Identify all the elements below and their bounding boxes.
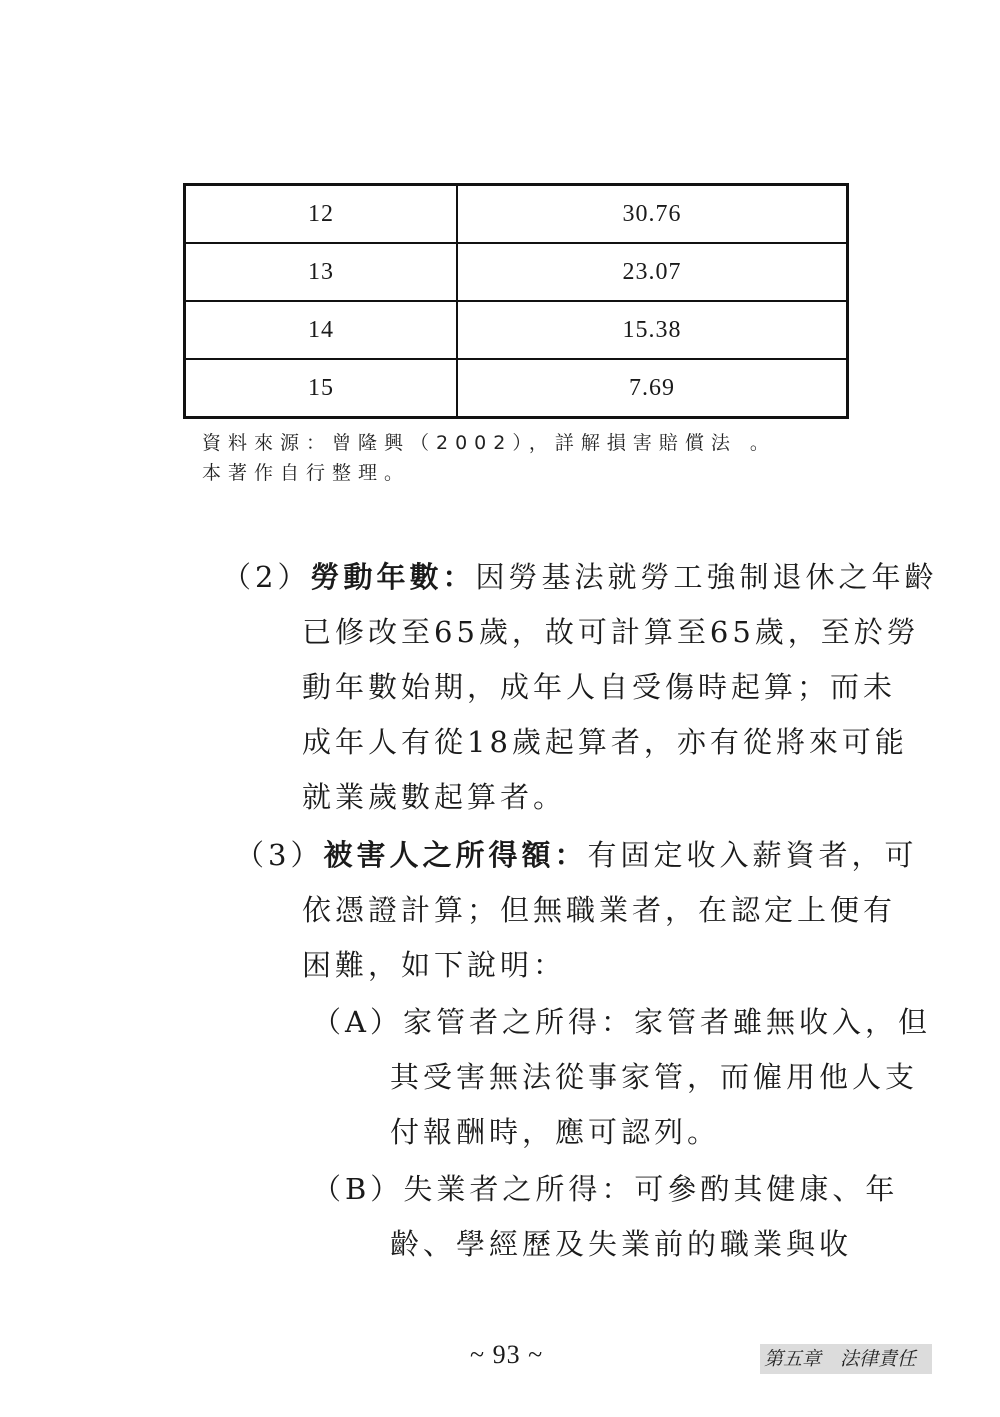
item-text: 家管者之所得：家管者雖無收入，但 (402, 1005, 931, 1039)
table-cell: 30.76 (457, 185, 848, 244)
item-2-line-1 (222, 555, 937, 596)
item-b-line-1 (312, 1167, 898, 1208)
table-row (185, 359, 848, 418)
chapter-label: 第五章 法律責任 (760, 1344, 932, 1374)
item-b-line-2: 齡、學經歷及失業前的職業與收 (390, 1227, 853, 1261)
page-number: ~ 93 ~ (470, 1340, 544, 1369)
table-cell: 15 (185, 359, 458, 418)
item-3-line-2: 依憑證計算；但無職業者，在認定上便有 (302, 893, 897, 927)
source-note: 資料來源：曾隆興（2002），詳解損害賠償法 。 (202, 432, 776, 454)
item-text: 因勞基法就勞工強制退休之年齡 (475, 560, 938, 594)
item-marker: （B） (312, 1172, 404, 1206)
table-cell: 13 (185, 243, 458, 301)
data-table (183, 183, 849, 419)
item-3-line-1 (235, 833, 917, 874)
item-3-line-3: 困難，如下說明： (302, 948, 567, 982)
item-2-line-4: 成年人有從18歲起算者，亦有從將來可能 (302, 725, 908, 759)
item-marker: （3） (235, 838, 324, 872)
item-a-line-3: 付報酬時，應可認列。 (390, 1115, 721, 1149)
table-row (185, 185, 848, 244)
table-cell: 7.69 (457, 359, 848, 418)
item-marker: （A） (312, 1005, 403, 1039)
item-a-line-2: 其受害無法從事家管，而僱用他人支 (390, 1060, 919, 1094)
item-2-line-2: 已修改至65歲，故可計算至65歲，至於勞 (302, 615, 920, 649)
table-row (185, 243, 848, 301)
table-cell: 23.07 (457, 243, 848, 301)
table-cell: 15.38 (457, 301, 848, 359)
item-2-line-3: 動年數始期，成年人自受傷時起算；而未 (302, 670, 897, 704)
table-cell: 12 (185, 185, 458, 244)
table-cell: 14 (185, 301, 458, 359)
source-note-line2: 本著作自行整理。 (202, 462, 411, 484)
item-a-line-1 (312, 1000, 931, 1041)
table-row (185, 301, 848, 359)
item-2-line-5: 就業歲數起算者。 (302, 780, 567, 814)
item-text: 失業者之所得：可參酌其健康、年 (403, 1172, 899, 1206)
item-text: 有固定收入薪資者，可 (587, 838, 918, 872)
item-heading: 被害人之所得額： (323, 838, 588, 872)
item-marker: （2） (222, 560, 311, 594)
item-heading: 勞動年數： (310, 560, 476, 594)
